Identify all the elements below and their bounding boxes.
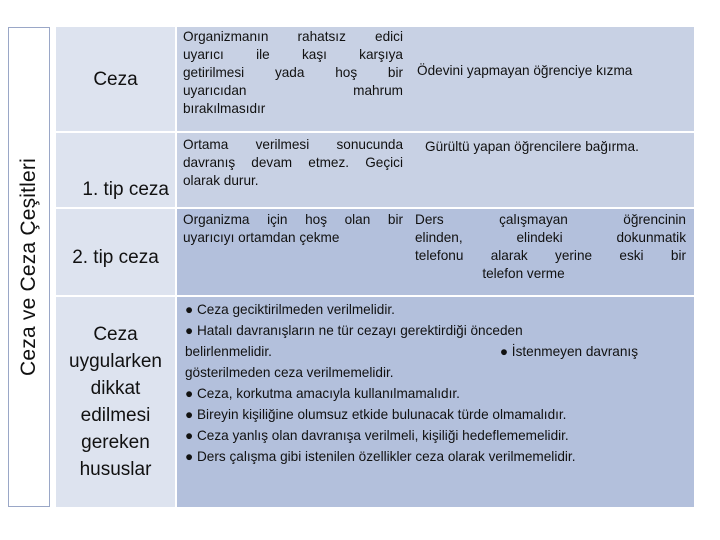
example-line: elinden, elindeki dokunmatik: [415, 230, 686, 245]
row-label-line: Ceza: [93, 324, 138, 345]
definition-line: Ortama verilmesi sonucunda: [183, 137, 403, 152]
row-label-type2: [56, 209, 177, 297]
vertical-title-panel: [8, 27, 50, 507]
list-item: ● Ders çalışma gibi istenilen özellikler ceza olarak verilmemelidir.: [185, 449, 576, 464]
list-item: ● Bireyin kişiliğine olumsuz etkide bulunacak türde olmamalıdır.: [185, 407, 567, 422]
content-table: [56, 27, 694, 507]
row-label-type1: [56, 133, 177, 207]
row-label-line: gereken: [81, 432, 150, 453]
example-cell: [409, 27, 694, 132]
row-label-line: uygularken: [69, 351, 162, 372]
definition-line: bırakılmasıdır: [183, 101, 266, 116]
example-cell: [409, 209, 694, 297]
definition-cell: [177, 209, 409, 297]
definition-cell: [177, 27, 409, 132]
row-label-text: Ceza: [93, 69, 138, 90]
example-text: Gürültü yapan öğrencilere bağırma.: [425, 139, 639, 154]
row-label-cautions: [56, 297, 177, 507]
example-text: Ödevini yapmayan öğrenciye kızma: [417, 63, 633, 78]
list-item: ● Hatalı davranışların ne tür cezayı gerektirdiği önceden: [185, 323, 523, 338]
row-label-ceza: [56, 27, 177, 132]
definition-cell: [177, 133, 409, 207]
definition-line: getirilmesi yada hoş bir: [183, 65, 403, 80]
row-label-text: 2. tip ceza: [72, 246, 159, 268]
list-item: ● İstenmeyen davranış: [499, 344, 638, 359]
example-line: telefonu alarak yerine eski bir: [415, 248, 686, 263]
vertical-title: Ceza ve Ceza Çeşitleri: [17, 158, 41, 376]
example-line: Ders çalışmayan öğrencinin: [415, 212, 686, 227]
definition-line: Organizmanın rahatsız edici: [183, 29, 403, 44]
list-item: ● Ceza, korkutma amacıyla kullanılmamalıdır.: [185, 386, 460, 401]
definition-line: uyarıcı ile kaşı karşıya: [183, 47, 403, 62]
definition-line: davranış devam etmez. Geçici: [183, 155, 403, 170]
definition-line: uyarıcıdan mahrum: [183, 83, 403, 98]
row-label-line: edilmesi: [80, 405, 151, 426]
list-item: belirlenmelidir.: [185, 344, 272, 359]
row-label-line: hususlar: [79, 459, 152, 480]
definition-line: olarak durur.: [183, 173, 259, 188]
list-item: ● Ceza geciktirilmeden verilmelidir.: [185, 302, 395, 317]
definition-line: uyarıcıyı ortamdan çekme: [183, 230, 340, 245]
definition-line: Organizma için hoş olan bir: [183, 212, 403, 227]
cautions-list: [177, 297, 694, 507]
list-item-continued: [185, 341, 686, 362]
example-cell: [409, 133, 694, 207]
example-line: telefon verme: [482, 266, 565, 281]
list-item: gösterilmeden ceza verilmemelidir.: [185, 365, 394, 380]
row-label-text: 1. tip ceza: [82, 179, 169, 200]
row-label-line: dikkat: [90, 378, 141, 399]
list-item: ● Ceza yanlış olan davranışa verilmeli, kişiliği hedeflememelidir.: [185, 428, 569, 443]
